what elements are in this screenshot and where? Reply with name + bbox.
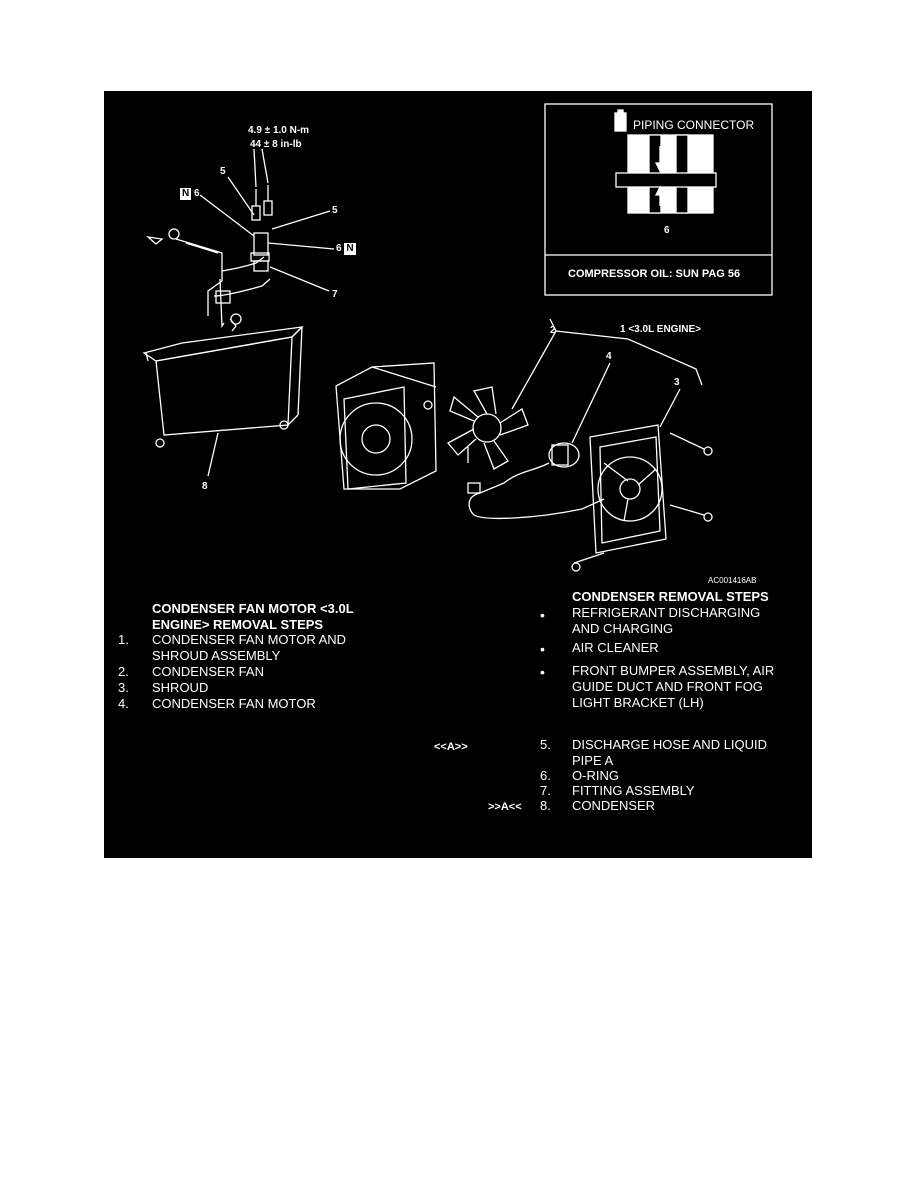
step-text: LIGHT BRACKET (LH) [572, 695, 704, 710]
callout-6-right: 6 N [336, 243, 354, 254]
fan-motor-heading-line1: CONDENSER FAN MOTOR <3.0L [152, 601, 354, 616]
service-mark: <<A>> [434, 741, 468, 753]
torque-spec-metric: 4.9 ± 1.0 N-m [248, 125, 310, 136]
step-text: FRONT BUMPER ASSEMBLY, AIR [572, 663, 775, 678]
callout-2: 2 [550, 325, 556, 336]
step-text: AND CHARGING [572, 621, 674, 636]
discharge-hose-and-liquid-pipe [148, 229, 270, 331]
step-number: 3. [118, 680, 129, 695]
step-text: PIPE A [572, 753, 614, 768]
callout-7: 7 [332, 289, 338, 300]
figure-code: AC001416AB [708, 576, 757, 585]
step-text: DISCHARGE HOSE AND LIQUID [572, 737, 768, 752]
step-text: SHROUD [152, 680, 209, 695]
diagram-panel [104, 91, 812, 858]
step-text: REFRIGERANT DISCHARGING [572, 605, 761, 620]
step-text: CONDENSER FAN [152, 664, 264, 679]
shroud [572, 425, 712, 571]
bullet: • [540, 641, 545, 657]
new-part-marker: N [346, 243, 354, 254]
inset-title: PIPING CONNECTOR [633, 118, 755, 132]
condenser [144, 314, 302, 447]
callout-4: 4 [606, 351, 612, 362]
inset-part-callout: 6 [664, 225, 670, 236]
step-number: 6. [540, 768, 551, 783]
callout-3: 3 [674, 377, 680, 388]
step-text: CONDENSER FAN MOTOR [152, 696, 316, 711]
radiator [336, 363, 436, 489]
condenser-fan [448, 387, 528, 469]
step-text: CONDENSER FAN MOTOR AND [152, 632, 347, 647]
step-text: FITTING ASSEMBLY [572, 783, 695, 798]
fan-motor-heading-line2: ENGINE> REMOVAL STEPS [152, 617, 324, 632]
callout-1: 1 <3.0L ENGINE> [620, 324, 701, 335]
callout-5-right: 5 [332, 205, 338, 216]
step-text: O-RING [572, 768, 619, 783]
step-number: 8. [540, 798, 551, 813]
condenser-steps-heading: CONDENSER REMOVAL STEPS [572, 589, 769, 604]
callout-5-left: 5 [220, 166, 226, 177]
step-number: 7. [540, 783, 551, 798]
torque-spec-imperial: 44 ± 8 in-lb [250, 139, 302, 150]
bullet: • [540, 664, 545, 680]
step-number: 1. [118, 632, 129, 647]
new-part-marker: N [182, 188, 190, 199]
step-text: SHROUD ASSEMBLY [152, 648, 281, 663]
bullet: • [540, 607, 545, 623]
service-mark: >>A<< [488, 801, 522, 813]
step-number: 4. [118, 696, 129, 711]
step-text: CONDENSER [572, 798, 656, 813]
step-text: AIR CLEANER [572, 640, 659, 655]
step-number: 5. [540, 737, 551, 752]
step-number: 2. [118, 664, 129, 679]
compressor-oil-note: COMPRESSOR OIL: SUN PAG 56 [568, 268, 741, 280]
callout-8: 8 [202, 481, 208, 492]
piping-connector-section [616, 135, 716, 213]
oil-can-icon [615, 110, 626, 131]
step-text: GUIDE DUCT AND FRONT FOG [572, 679, 763, 694]
callout-6-left: N 6 [182, 188, 200, 199]
